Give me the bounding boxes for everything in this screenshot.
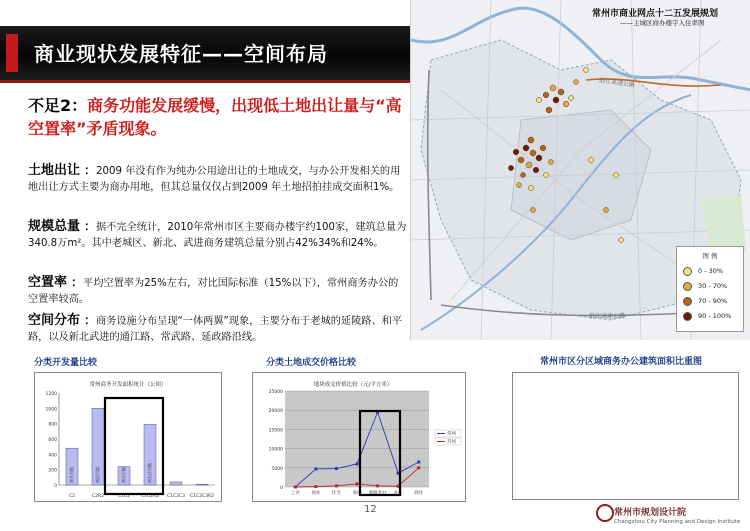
paragraph-text: 商务设施分布呈现“一体两翼”现象，主要分布于老城的延陵路、和平路，以及新北武进的通江路、常武路、延政路沿线。 xyxy=(28,316,403,343)
bar-note-label: 商办住用地 xyxy=(147,463,152,483)
paragraph-vacancy xyxy=(28,274,408,308)
term-colon: ： xyxy=(84,313,97,327)
plot-background xyxy=(285,391,429,487)
data-point xyxy=(335,484,338,487)
bar xyxy=(196,484,208,485)
bar xyxy=(170,482,182,485)
legend-label: 30 - 70% xyxy=(698,282,728,290)
legend-swatch xyxy=(683,282,692,291)
bar-note-label: 商办用地 xyxy=(121,467,126,483)
map-legend xyxy=(676,246,744,332)
chart-heading-district-share: 常州市区分区域商务办公建筑面积比重图 xyxy=(540,357,703,367)
bar-note-label: 商住用地 xyxy=(95,467,100,483)
title-marker xyxy=(6,34,18,72)
data-point xyxy=(314,467,317,470)
x-tick-label: C1C2 xyxy=(117,494,131,499)
line-chart-svg xyxy=(253,373,465,501)
x-tick-label: C1C2R2 xyxy=(141,494,159,499)
map-road-label: 沿江高速公路 xyxy=(589,313,626,320)
y-tick-label: 0 xyxy=(54,484,57,489)
x-tick-label: 住宅 xyxy=(331,491,341,496)
bar-note-label: 商业用地 xyxy=(69,467,74,483)
legend-item xyxy=(683,280,727,292)
x-tick-label: C1C2C3 xyxy=(166,494,186,499)
legend-swatch xyxy=(683,297,692,306)
x-tick-label: 商业 xyxy=(311,491,321,496)
x-tick-label: 工业 xyxy=(290,491,300,496)
map-title: 常州市商业网点十二五发展规划 xyxy=(592,9,719,19)
legend-label: 0 - 30% xyxy=(698,267,724,275)
legend-swatch xyxy=(683,267,692,276)
paragraph-land-transfer xyxy=(28,162,408,196)
legend-swatch xyxy=(683,312,692,321)
paragraph-text: 2009 年没有作为纯办公用途出让的土地成交，与办公开发相关的用地出让方式主要为商办用地，但其总量仅仅占到2009 年土地招拍挂成交面积1%。 xyxy=(28,166,401,193)
legend-item xyxy=(683,310,731,322)
y-tick-label: 25000 xyxy=(268,390,283,395)
legend-item xyxy=(683,295,727,307)
institute-name: 常州市规划设计院 xyxy=(614,508,687,518)
data-point xyxy=(417,466,420,469)
legend-item xyxy=(683,265,723,277)
term-label: 土地出让 xyxy=(28,163,81,178)
data-point xyxy=(356,482,359,485)
x-tick-label: C1C2C3R2 xyxy=(189,494,215,499)
headline-prefix: 不足2： xyxy=(28,96,88,115)
page-number: 12 xyxy=(364,504,377,515)
legend-label: 常州 xyxy=(447,432,456,437)
district-share-chart-frame xyxy=(512,372,739,500)
paragraph-spatial-distribution xyxy=(28,312,408,346)
chart-heading-development: 分类开发量比较 xyxy=(34,358,98,368)
term-colon: ： xyxy=(71,275,84,289)
y-tick-label: 15000 xyxy=(268,428,283,434)
term-label: 空间分布 xyxy=(28,313,81,328)
legend-title: 图 例 xyxy=(702,252,718,260)
x-tick-label: 商服务办 xyxy=(368,491,387,496)
data-point xyxy=(314,485,317,488)
development-bar-chart xyxy=(34,372,222,502)
page-title: 商业现状发展特征——空间布局 xyxy=(34,42,328,66)
headline-text: 商务功能发展缓慢，出现低土地出让量与“高空置率”矛盾现象。 xyxy=(28,96,402,138)
paragraph-total-scale xyxy=(28,218,408,252)
data-point xyxy=(356,462,359,465)
line-chart-title: 地块成交价格比较（元/平方米） xyxy=(313,382,393,388)
legend-label: 苏州 xyxy=(447,440,456,445)
paragraph-text: 平均空置率为25%左右，对比国际标准（15%以下），常州商务办公的空置率较高。 xyxy=(28,278,399,305)
institute-name-english: Changzhou City Planning and Design Institute xyxy=(614,519,741,525)
y-tick-label: 20000 xyxy=(268,409,283,415)
land-price-line-chart xyxy=(252,372,466,502)
y-tick-label: 400 xyxy=(48,453,57,459)
title-bar-underline xyxy=(0,80,410,83)
data-point xyxy=(294,486,297,489)
term-label: 规模总量 xyxy=(28,219,81,234)
data-point xyxy=(417,461,420,464)
y-tick-label: 0 xyxy=(280,486,283,491)
x-tick-label: C2R2 xyxy=(92,494,104,499)
x-tick-label: C2 xyxy=(68,494,76,499)
term-colon: ： xyxy=(84,219,97,233)
x-tick-label: 商办 xyxy=(352,491,362,496)
y-tick-label: 200 xyxy=(48,468,57,474)
bar-chart-svg xyxy=(35,373,221,501)
bar-chart-title: 常州商务开发面积统计（公顷） xyxy=(89,382,167,388)
data-point xyxy=(335,467,338,470)
y-tick-label: 1000 xyxy=(45,407,57,413)
legend-label: 70 - 90% xyxy=(698,297,728,305)
y-tick-label: 5000 xyxy=(271,466,283,472)
chart-heading-land-price: 分类土地成交价格比较 xyxy=(266,358,357,368)
institute-logo-icon xyxy=(596,504,614,522)
term-label: 空置率 xyxy=(28,275,68,290)
y-tick-label: 600 xyxy=(48,438,57,443)
y-tick-label: 800 xyxy=(48,422,57,428)
paragraph-text: 据不完全统计，2010年常州市区主要商办楼宇约100家，建筑总量为340.8万m²。其中老城区、新北、武进商务建筑总量分别占42%34%和24%。 xyxy=(28,222,407,249)
map-road-label: 沿江高速公路 xyxy=(598,77,636,89)
y-tick-label: 10000 xyxy=(268,447,283,453)
legend-label: 90 - 100% xyxy=(698,312,732,320)
data-point xyxy=(376,484,379,487)
x-tick-label: 办公 xyxy=(393,491,403,496)
headline xyxy=(28,94,408,140)
term-colon: ： xyxy=(84,163,97,177)
y-tick-label: 1200 xyxy=(45,392,57,397)
map-subtitle: ——主城区商办楼宇入住率图 xyxy=(620,19,705,27)
x-tick-label: 商住 xyxy=(414,491,424,496)
